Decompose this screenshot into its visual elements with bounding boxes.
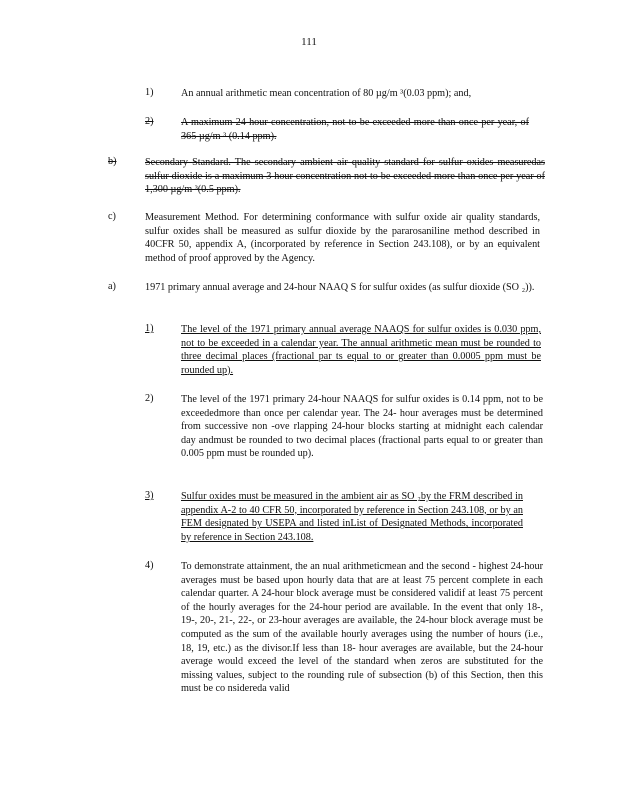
item-label: 3) (145, 490, 154, 501)
item-label: 2) (145, 116, 154, 127)
item-text: Secondary Standard. The secondary ambient air quality standard for sulfur oxides measuredas sulfur dioxide is a maximum 3 hour concentration not to be exceeded more than once per year of 1,300 µg/m ³(0.5 ppm). (145, 157, 545, 196)
item-text: The level of the 1971 primary annual average NAAQS for sulfur oxides is 0.030 ppm, not to be exceeded in a calendar year. The annual arithmetic mean must be rounded to three decimal places (fractional par ts equal to or greater than 0.0005 ppm must be rounded up). (181, 324, 541, 376)
item-text: A maximum 24 hour concentration, not to be exceeded more than once per year, of 365 µg/m ³ (0.14 ppm). (181, 117, 529, 142)
item-text: 1971 primary annual average and 24-hour NAAQ S for sulfur oxides (as sulfur dioxide (SO ₂)). (145, 282, 535, 293)
item-label: 2) (145, 393, 154, 404)
item-label: 1) (145, 323, 154, 334)
page-number: 111 (301, 36, 317, 48)
item-label: 1) (145, 87, 154, 98)
item-text: To demonstrate attainment, the an nual arithmeticmean and the second - highest 24-hour averages must be based upon hourly data that are at least 75 percent complete in each calendar quarter. A 24-hour block average must be considered validif at least 75 percent of the hourly averages for the 24-hour period are available. In the event that only 18-, 19-, 20-, 21-, 22-, or 23-hour averages are available, the 24-hour block average must be computed as the sum of the available hourly averages using the number of hours (i.e., 18, 19, etc.) as the divisor.If less than 18- hour averages are available, but the 24-hour average would exceed the level of the standard when zeros are substituted for the missing values, subject to the rounding rule of subsection (b) of this Section, then this must be co nsidereda valid (181, 561, 543, 695)
item-label: c) (108, 211, 116, 222)
item-text: Sulfur oxides must be measured in the ambient air as SO ₂by the FRM described in appendix A-2 to 40 CFR 50, incorporated by reference in Section 243.108, or by an FEM designated by USEPA and listed inList of Designated Methods, incorporated by reference in Section 243.108. (181, 491, 523, 543)
item-text: Measurement Method. For determining conformance with sulfur oxide air quality standards, sulfur oxides shall be measured as sulfur dioxide by the pararosaniline method described in 40CFR 50, appendix A, (incorporated by reference in Section 243.108), or by an equivalent method of proof approved by the Agency. (145, 212, 540, 264)
item-label: b) (108, 156, 117, 167)
item-label: 4) (145, 560, 154, 571)
item-label: a) (108, 281, 116, 292)
item-text: The level of the 1971 primary 24-hour NAAQS for sulfur oxides is 0.14 ppm, not to be exceededmore than once per calendar year. The 24- hour averages must be determined from successive non -ove rlapping 24-hour blocks starting at midnight each calendar day andmust be rounded to two decimal places (fractional parts equal to or greater than 0.005 ppm must be rounded up). (181, 394, 543, 460)
item-text: An annual arithmetic mean concentration of 80 µg/m ³(0.03 ppm); and, (181, 88, 472, 99)
